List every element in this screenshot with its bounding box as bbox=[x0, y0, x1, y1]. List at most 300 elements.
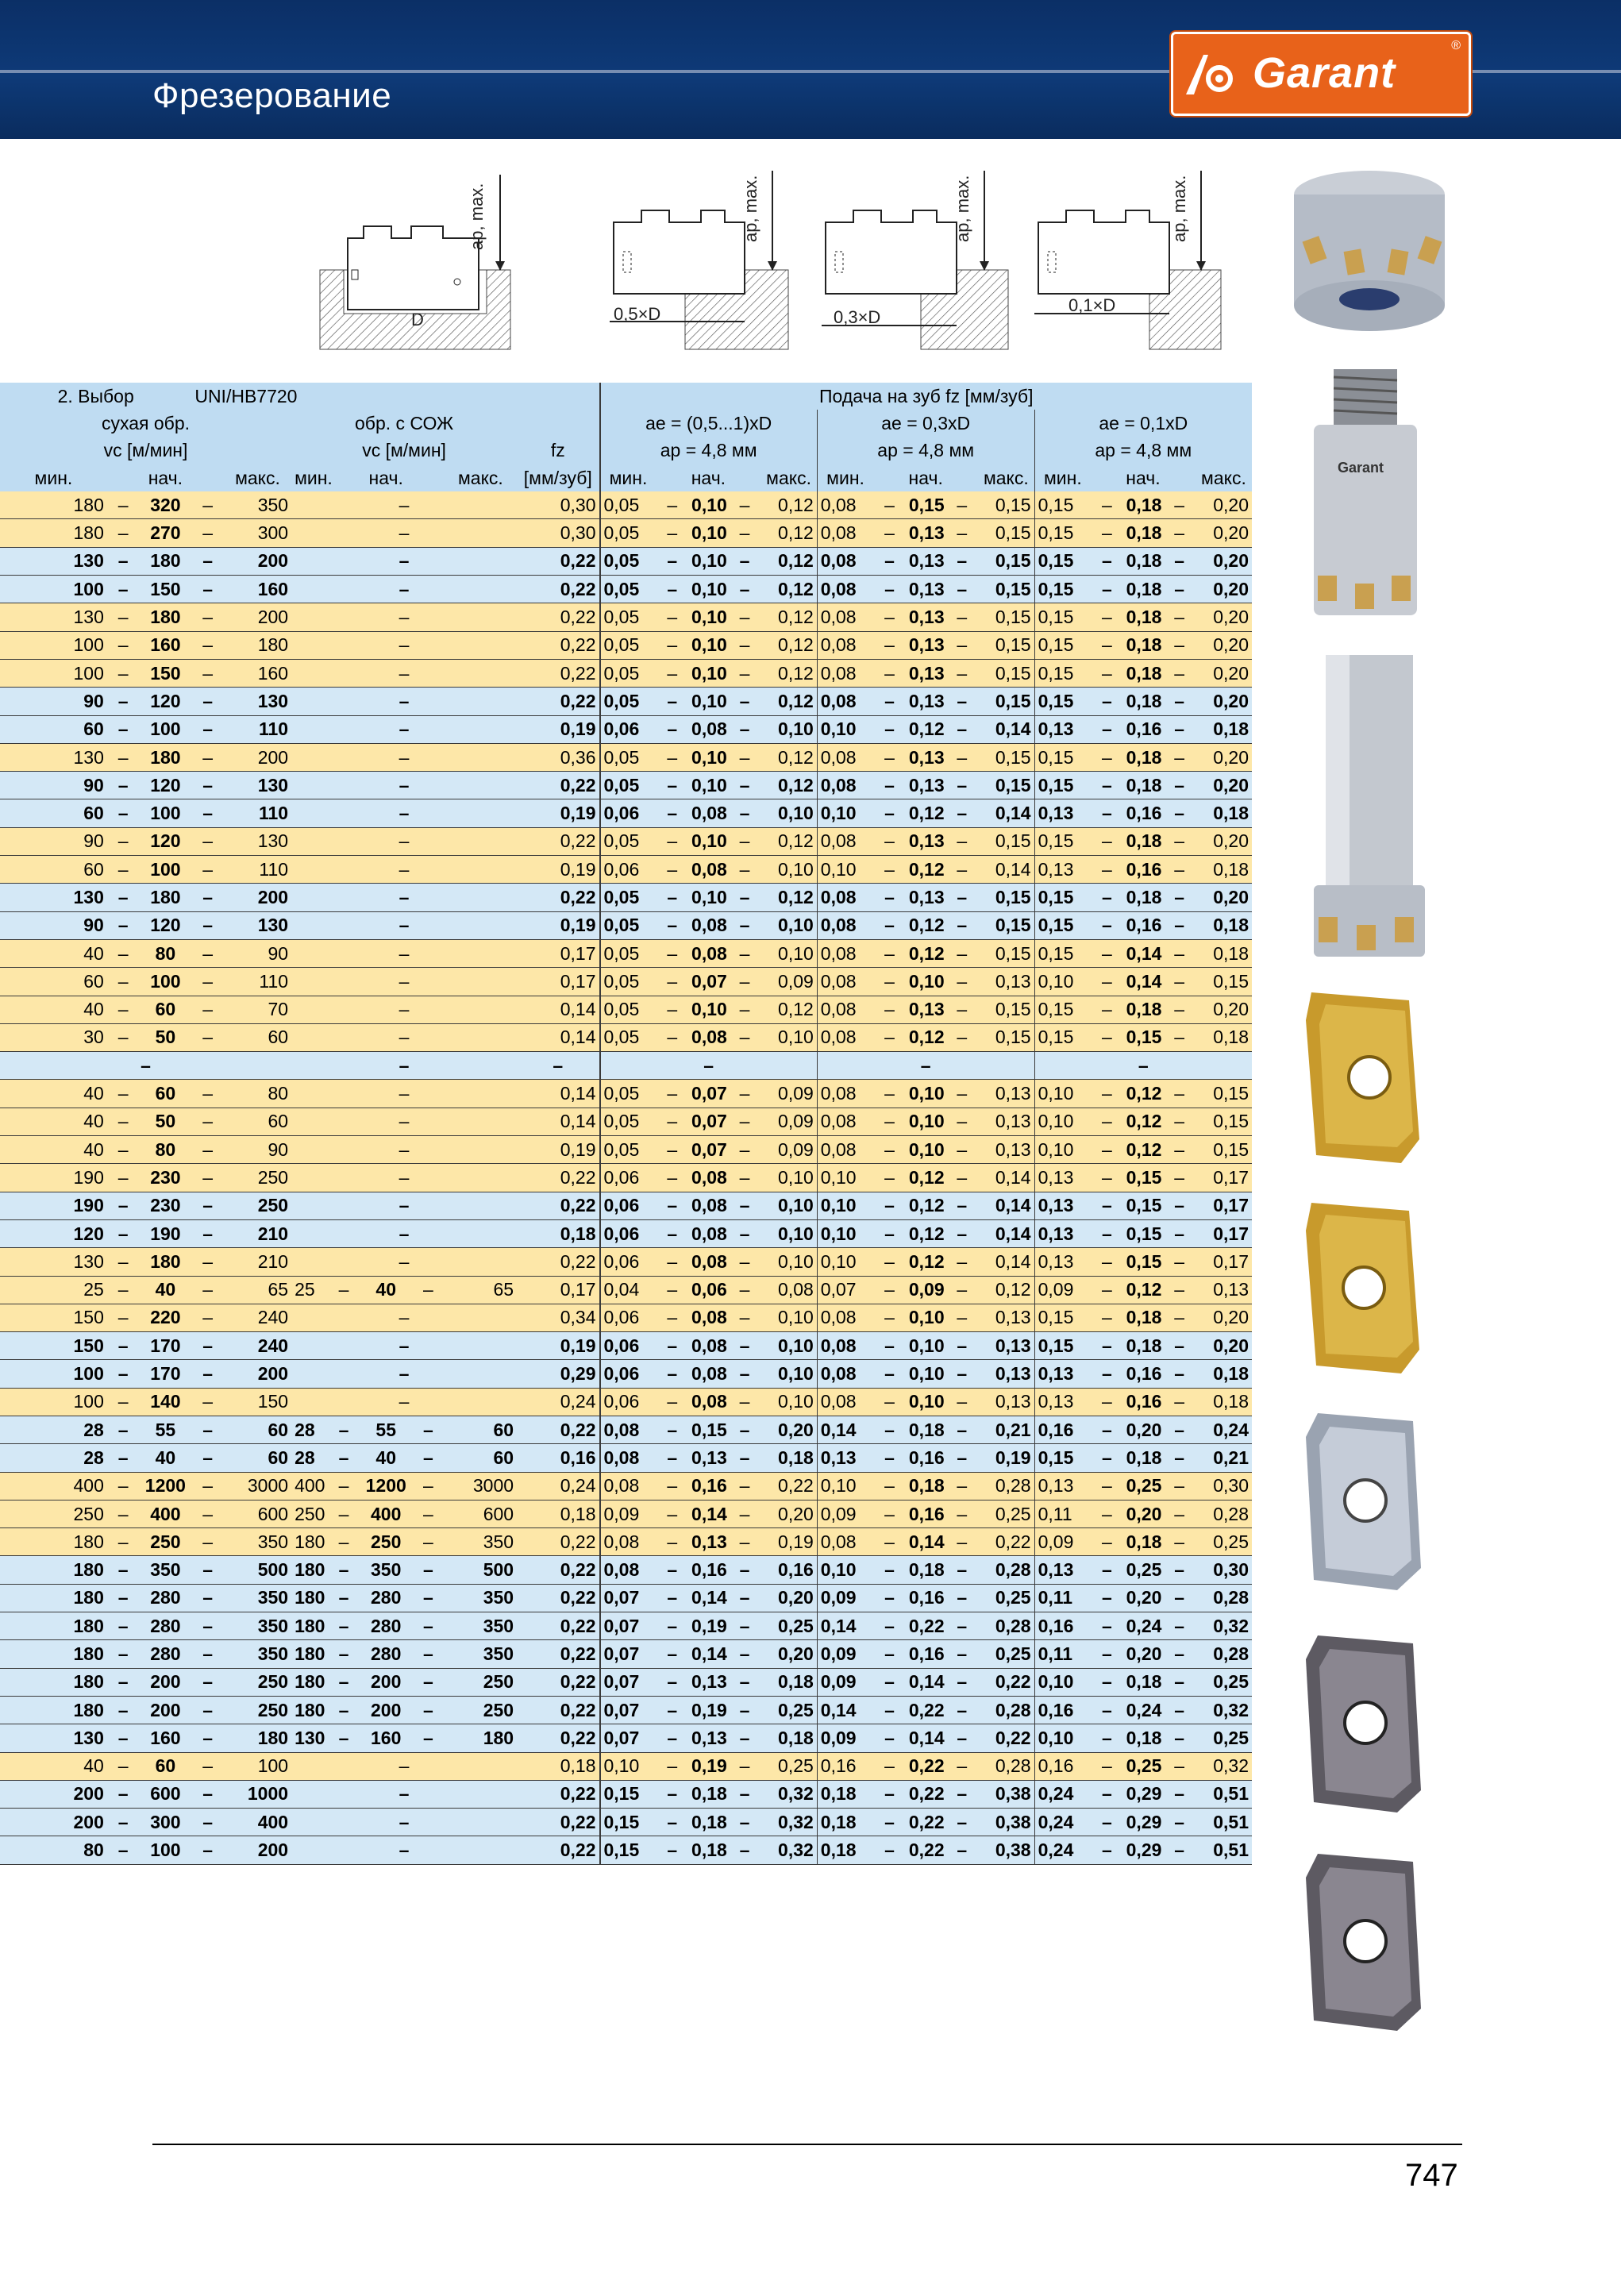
feed-max: 0,12 bbox=[978, 1276, 1034, 1304]
feed-min: 0,13 bbox=[1034, 1388, 1091, 1416]
dash-separator: – bbox=[1091, 772, 1123, 799]
coolant-vc-cell: – bbox=[291, 1136, 517, 1164]
coolant-vc-min: 400 bbox=[291, 1472, 328, 1500]
feed-max: 0,15 bbox=[1196, 968, 1252, 996]
dash-separator: – bbox=[656, 631, 688, 659]
dash-separator: – bbox=[729, 1809, 761, 1836]
dash-separator: – bbox=[729, 1219, 761, 1247]
coolant-vc-cell: – bbox=[291, 1080, 517, 1108]
dry-vc-start: 100 bbox=[139, 968, 191, 996]
coolant-vc-cell: – bbox=[291, 491, 517, 519]
dash-separator: – bbox=[1091, 1108, 1123, 1135]
dry-vc-max: 70 bbox=[224, 996, 291, 1023]
dash-separator: – bbox=[729, 715, 761, 743]
coolant-vc-cell: – bbox=[291, 1052, 517, 1080]
feed-start: 0,08 bbox=[688, 856, 729, 884]
dash-separator: – bbox=[873, 1612, 906, 1640]
dash-separator: – bbox=[729, 519, 761, 547]
feed-max: 0,51 bbox=[1196, 1836, 1252, 1864]
feed-min: 0,13 bbox=[1034, 1219, 1091, 1247]
dry-vc-min: 28 bbox=[0, 1416, 107, 1443]
dry-vc-start: 50 bbox=[139, 1023, 191, 1051]
feed-min: 0,08 bbox=[817, 491, 873, 519]
feed-max: 0,10 bbox=[760, 1219, 817, 1247]
dash-separator: – bbox=[873, 1136, 906, 1164]
dash-separator: – bbox=[656, 827, 688, 855]
feed-start: 0,18 bbox=[688, 1780, 729, 1808]
dash-separator: – bbox=[946, 491, 979, 519]
dash-separator: – bbox=[1091, 1023, 1123, 1051]
feed-max: 0,10 bbox=[760, 1023, 817, 1051]
table-row bbox=[0, 856, 1252, 884]
dry-vc-start: 180 bbox=[139, 547, 191, 575]
table-row bbox=[0, 1388, 1252, 1416]
dash-separator: – bbox=[729, 1164, 761, 1192]
dry-vc-min: 100 bbox=[0, 631, 107, 659]
dry-vc-min: 25 bbox=[0, 1276, 107, 1304]
feed-start: 0,18 bbox=[1123, 1304, 1164, 1331]
dash-separator: – bbox=[1091, 576, 1123, 603]
dash-separator: – bbox=[107, 1388, 140, 1416]
feed-start: 0,14 bbox=[688, 1584, 729, 1612]
dash-separator: – bbox=[107, 603, 140, 631]
dash-separator: – bbox=[729, 491, 761, 519]
dry-vc-start: 300 bbox=[139, 1809, 191, 1836]
dry-vc-start: 100 bbox=[139, 856, 191, 884]
feed-min: 0,05 bbox=[600, 659, 656, 687]
dry-vc-start: 60 bbox=[139, 1752, 191, 1780]
feed-max: 0,25 bbox=[1196, 1724, 1252, 1752]
feed-max: 0,32 bbox=[760, 1780, 817, 1808]
dash-separator: – bbox=[107, 688, 140, 715]
fz-cell: 0,17 bbox=[517, 968, 599, 996]
dry-vc-max: 60 bbox=[224, 1444, 291, 1472]
dash-separator: – bbox=[1091, 911, 1123, 939]
feed-start: 0,18 bbox=[688, 1809, 729, 1836]
feed-start: 0,24 bbox=[1123, 1696, 1164, 1724]
table-row bbox=[0, 1836, 1252, 1864]
feed-max: 0,28 bbox=[978, 1556, 1034, 1584]
dash-separator: – bbox=[1163, 547, 1196, 575]
dash-separator: – bbox=[107, 1556, 140, 1584]
dry-unit: vc [м/мин] bbox=[0, 437, 291, 464]
feed-start: 0,13 bbox=[906, 631, 946, 659]
dash-separator: – bbox=[1163, 1836, 1196, 1864]
dash-separator: – bbox=[1163, 1500, 1196, 1527]
feed-max: 0,18 bbox=[760, 1668, 817, 1696]
dash-separator: – bbox=[107, 1752, 140, 1780]
dash-separator: – bbox=[1091, 968, 1123, 996]
table-row bbox=[0, 743, 1252, 771]
dry-vc-min: 130 bbox=[0, 1724, 107, 1752]
table-row bbox=[0, 631, 1252, 659]
dash-separator: – bbox=[1091, 799, 1123, 827]
dry-vc-min: 180 bbox=[0, 1640, 107, 1668]
feed-min: 0,09 bbox=[1034, 1528, 1091, 1556]
dash-separator: – bbox=[729, 1080, 761, 1108]
dash-separator: – bbox=[656, 1752, 688, 1780]
dash-separator: – bbox=[1091, 715, 1123, 743]
table-row bbox=[0, 1052, 1252, 1080]
feed-min: 0,09 bbox=[817, 1584, 873, 1612]
feed-start: 0,20 bbox=[1123, 1584, 1164, 1612]
dry-vc-start: 180 bbox=[139, 743, 191, 771]
feed-min: 0,18 bbox=[817, 1780, 873, 1808]
feed-max: 0,18 bbox=[760, 1724, 817, 1752]
feed-max: 0,18 bbox=[1196, 715, 1252, 743]
dash-separator: – bbox=[1163, 1136, 1196, 1164]
feed-min: 0,11 bbox=[1034, 1584, 1091, 1612]
feed-min: 0,05 bbox=[600, 968, 656, 996]
feed-max: 0,28 bbox=[1196, 1640, 1252, 1668]
dash-separator: – bbox=[328, 1500, 360, 1527]
feed-start: 0,29 bbox=[1123, 1780, 1164, 1808]
dash-separator: – bbox=[729, 1836, 761, 1864]
feed-start: 0,18 bbox=[1123, 996, 1164, 1023]
table-row bbox=[0, 772, 1252, 799]
fz-cell: 0,22 bbox=[517, 1612, 599, 1640]
coolant-vc-max: 350 bbox=[445, 1528, 517, 1556]
dash-separator: – bbox=[873, 1444, 906, 1472]
dry-vc-start: 120 bbox=[139, 827, 191, 855]
feed-max: 0,20 bbox=[1196, 603, 1252, 631]
dash-separator: – bbox=[946, 911, 979, 939]
dash-separator: – bbox=[191, 1500, 224, 1527]
feed-start: 0,16 bbox=[688, 1556, 729, 1584]
coolant-vc-start: 40 bbox=[360, 1276, 412, 1304]
feed-start: 0,10 bbox=[688, 547, 729, 575]
table-row bbox=[0, 996, 1252, 1023]
feed-start: 0,18 bbox=[1123, 1332, 1164, 1360]
feed-title: Подача на зуб fz [мм/зуб] bbox=[600, 383, 1253, 410]
table-row bbox=[0, 968, 1252, 996]
diagram-ap-label: ap, max. bbox=[953, 175, 972, 242]
feed-max: 0,20 bbox=[1196, 884, 1252, 911]
feed-max: 0,15 bbox=[978, 884, 1034, 911]
fz-unit: [мм/зуб] bbox=[517, 464, 599, 491]
dash-separator: – bbox=[328, 1444, 360, 1472]
fz-cell: 0,19 bbox=[517, 856, 599, 884]
feed-min: 0,08 bbox=[600, 1556, 656, 1584]
dash-separator: – bbox=[412, 1640, 445, 1668]
fz-cell: 0,14 bbox=[517, 1108, 599, 1135]
max-label: макс. bbox=[760, 464, 817, 491]
dash-separator: – bbox=[1163, 884, 1196, 911]
dash-separator: – bbox=[656, 1780, 688, 1808]
feed-min: 0,15 bbox=[1034, 884, 1091, 911]
feed-start: 0,10 bbox=[906, 1388, 946, 1416]
dash-separator: – bbox=[328, 1276, 360, 1304]
feed-max: 0,15 bbox=[978, 491, 1034, 519]
table-row bbox=[0, 1612, 1252, 1640]
feed-min: 0,10 bbox=[1034, 1724, 1091, 1752]
dash-separator: – bbox=[656, 1248, 688, 1276]
feed-min: 0,10 bbox=[817, 799, 873, 827]
dash-separator: – bbox=[191, 603, 224, 631]
feed-start: 0,13 bbox=[906, 576, 946, 603]
feed-max: 0,21 bbox=[978, 1416, 1034, 1443]
start-label: нач. bbox=[1091, 464, 1196, 491]
dash-separator: – bbox=[107, 1360, 140, 1388]
fz-cell: 0,29 bbox=[517, 1360, 599, 1388]
group2-ap: ap = 4,8 мм bbox=[817, 437, 1034, 464]
feed-start: 0,12 bbox=[906, 1023, 946, 1051]
coolant-header: обр. с СОЖ bbox=[291, 410, 517, 437]
diagram-ap-label: ap, max. bbox=[741, 175, 760, 242]
feed-start: 0,07 bbox=[688, 1080, 729, 1108]
dash-separator: – bbox=[1163, 1219, 1196, 1247]
feed-max: 0,20 bbox=[1196, 491, 1252, 519]
feed-min: 0,15 bbox=[600, 1836, 656, 1864]
dash-separator: – bbox=[328, 1416, 360, 1443]
feed-start: 0,08 bbox=[688, 1192, 729, 1219]
logo-text: Garant bbox=[1253, 49, 1396, 97]
feed-start: 0,18 bbox=[1123, 576, 1164, 603]
feed-start: 0,16 bbox=[906, 1640, 946, 1668]
feed-min: 0,15 bbox=[1034, 1332, 1091, 1360]
dry-vc-start: 200 bbox=[139, 1696, 191, 1724]
feed-max: 0,13 bbox=[978, 1108, 1034, 1135]
feed-min: 0,05 bbox=[600, 772, 656, 799]
dash-separator: – bbox=[729, 1584, 761, 1612]
feed-max: 0,09 bbox=[760, 1136, 817, 1164]
dry-vc-min: 100 bbox=[0, 1360, 107, 1388]
feed-start: 0,10 bbox=[688, 659, 729, 687]
feed-min: 0,05 bbox=[600, 603, 656, 631]
dash-separator: – bbox=[1091, 1809, 1123, 1836]
feed-max: 0,32 bbox=[1196, 1612, 1252, 1640]
dash-separator: – bbox=[946, 1584, 979, 1612]
feed-max: 0,20 bbox=[1196, 519, 1252, 547]
dash-separator: – bbox=[107, 968, 140, 996]
min-label: мин. bbox=[600, 464, 656, 491]
feed-max: 0,20 bbox=[1196, 631, 1252, 659]
feed-start: 0,14 bbox=[688, 1500, 729, 1527]
feed-min: 0,13 bbox=[1034, 856, 1091, 884]
feed-min: 0,10 bbox=[1034, 1080, 1091, 1108]
dry-vc-start: 180 bbox=[139, 884, 191, 911]
feed-min: 0,15 bbox=[1034, 1444, 1091, 1472]
dash-separator: – bbox=[328, 1528, 360, 1556]
dash-separator: – bbox=[1163, 1108, 1196, 1135]
feed-max: 0,15 bbox=[978, 939, 1034, 967]
table-row bbox=[0, 1668, 1252, 1696]
dash-separator: – bbox=[1091, 1584, 1123, 1612]
dash-separator: – bbox=[328, 1472, 360, 1500]
dash-separator: – bbox=[191, 743, 224, 771]
dash-separator: – bbox=[1091, 1836, 1123, 1864]
dash-separator: – bbox=[1091, 1248, 1123, 1276]
dash-separator: – bbox=[1091, 519, 1123, 547]
dash-separator: – bbox=[191, 1248, 224, 1276]
table-row bbox=[0, 1164, 1252, 1192]
feed-max: 0,25 bbox=[760, 1696, 817, 1724]
dry-vc-max: 180 bbox=[224, 1724, 291, 1752]
dash-separator: – bbox=[946, 547, 979, 575]
dry-vc-min: 60 bbox=[0, 856, 107, 884]
footer-rule bbox=[152, 2144, 1462, 2145]
feed-min: 0,05 bbox=[600, 576, 656, 603]
feed-min: 0,10 bbox=[817, 1556, 873, 1584]
feed-start: 0,22 bbox=[906, 1752, 946, 1780]
feed-start: 0,16 bbox=[1123, 1360, 1164, 1388]
feed-start: 0,10 bbox=[906, 1360, 946, 1388]
dash-separator: – bbox=[107, 1696, 140, 1724]
feed-start: 0,25 bbox=[1123, 1472, 1164, 1500]
dash-separator: – bbox=[1163, 1696, 1196, 1724]
feed-start: 0,16 bbox=[906, 1584, 946, 1612]
dash-separator: – bbox=[946, 1248, 979, 1276]
dash-separator: – bbox=[656, 576, 688, 603]
table-row bbox=[0, 884, 1252, 911]
coolant-vc-cell: – bbox=[291, 1809, 517, 1836]
dash-separator: – bbox=[191, 996, 224, 1023]
dash-separator: – bbox=[946, 1752, 979, 1780]
dash-separator: – bbox=[946, 1696, 979, 1724]
dash-separator: – bbox=[1091, 547, 1123, 575]
table-row bbox=[0, 1724, 1252, 1752]
table-row bbox=[0, 1276, 1252, 1304]
feed-start: 0,08 bbox=[688, 1023, 729, 1051]
dash-separator: – bbox=[191, 1416, 224, 1443]
table-row bbox=[0, 1108, 1252, 1135]
feed-max: 0,10 bbox=[760, 1332, 817, 1360]
feed-start: 0,10 bbox=[906, 968, 946, 996]
feed-start: 0,22 bbox=[906, 1696, 946, 1724]
coolant-vc-cell: – bbox=[291, 1108, 517, 1135]
dry-vc-max: 110 bbox=[224, 968, 291, 996]
dry-vc-min: 40 bbox=[0, 1136, 107, 1164]
feed-min: 0,11 bbox=[1034, 1640, 1091, 1668]
dash-separator: – bbox=[191, 884, 224, 911]
dry-vc-min: 90 bbox=[0, 827, 107, 855]
dry-vc-max: 130 bbox=[224, 911, 291, 939]
dash-separator: – bbox=[1091, 1472, 1123, 1500]
dry-vc-start: 280 bbox=[139, 1612, 191, 1640]
table-row bbox=[0, 1304, 1252, 1331]
coolant-vc-cell: – bbox=[291, 1219, 517, 1247]
dash-separator: – bbox=[656, 939, 688, 967]
dry-vc-max: 65 bbox=[224, 1276, 291, 1304]
feed-min: 0,14 bbox=[817, 1612, 873, 1640]
dash-separator: – bbox=[946, 1136, 979, 1164]
feed-start: 0,08 bbox=[688, 911, 729, 939]
feed-min: 0,08 bbox=[817, 1108, 873, 1135]
dash-separator: – bbox=[656, 911, 688, 939]
dash-separator: – bbox=[412, 1276, 445, 1304]
silver-insert-image bbox=[1302, 1409, 1429, 1596]
coolant-vc-max: 600 bbox=[445, 1500, 517, 1527]
feed-max: 0,15 bbox=[978, 772, 1034, 799]
dash-separator: – bbox=[729, 911, 761, 939]
fz-cell: 0,19 bbox=[517, 911, 599, 939]
feed-start: 0,12 bbox=[906, 1192, 946, 1219]
fz-cell: 0,22 bbox=[517, 1248, 599, 1276]
dry-vc-min: 60 bbox=[0, 799, 107, 827]
feed-min: 0,10 bbox=[817, 1248, 873, 1276]
dash-separator: – bbox=[1163, 1556, 1196, 1584]
dash-separator: – bbox=[1163, 1780, 1196, 1808]
feed-min: 0,16 bbox=[817, 1752, 873, 1780]
page-header bbox=[0, 0, 1621, 139]
dash-separator: – bbox=[729, 884, 761, 911]
dash-separator: – bbox=[729, 659, 761, 687]
dry-vc-min: 250 bbox=[0, 1500, 107, 1527]
feed-start: 0,15 bbox=[1123, 1219, 1164, 1247]
dry-vc-min: 150 bbox=[0, 1304, 107, 1331]
table-row bbox=[0, 659, 1252, 687]
dry-vc-start: 80 bbox=[139, 939, 191, 967]
feed-max: 0,14 bbox=[978, 1248, 1034, 1276]
dash-separator: – bbox=[1091, 1612, 1123, 1640]
dash-separator: – bbox=[873, 1304, 906, 1331]
dash-separator: – bbox=[873, 1640, 906, 1668]
feed-start: 0,20 bbox=[1123, 1416, 1164, 1443]
dash-separator: – bbox=[656, 1192, 688, 1219]
feed-min: 0,13 bbox=[1034, 1472, 1091, 1500]
dry-vc-max: 350 bbox=[224, 491, 291, 519]
feed-start: 0,07 bbox=[688, 1136, 729, 1164]
dry-vc-max: 160 bbox=[224, 659, 291, 687]
dash-separator: – bbox=[191, 1752, 224, 1780]
coolant-vc-max: 350 bbox=[445, 1612, 517, 1640]
dash-separator: – bbox=[729, 1248, 761, 1276]
diagram-d-label: 0,1×D bbox=[1068, 295, 1116, 315]
dry-vc-min: 40 bbox=[0, 1080, 107, 1108]
dash-separator: – bbox=[729, 576, 761, 603]
table-row bbox=[0, 1752, 1252, 1780]
dry-vc-min: 130 bbox=[0, 884, 107, 911]
feed-min: 0,14 bbox=[817, 1416, 873, 1443]
dash-separator: – bbox=[946, 603, 979, 631]
dry-vc-min: 200 bbox=[0, 1809, 107, 1836]
feed-start: 0,14 bbox=[906, 1668, 946, 1696]
dash-separator: – bbox=[107, 1304, 140, 1331]
dash-separator: – bbox=[107, 1444, 140, 1472]
coolant-vc-start: 55 bbox=[360, 1416, 412, 1443]
dry-vc-min: 30 bbox=[0, 1023, 107, 1051]
dash-separator: – bbox=[873, 1809, 906, 1836]
feed-max: 0,08 bbox=[760, 1276, 817, 1304]
feed-max: 0,12 bbox=[760, 772, 817, 799]
dash-separator: – bbox=[729, 1108, 761, 1135]
dry-vc-max: 3000 bbox=[224, 1472, 291, 1500]
dash-separator: – bbox=[946, 996, 979, 1023]
feed-start: 0,12 bbox=[906, 1164, 946, 1192]
dash-separator: – bbox=[412, 1472, 445, 1500]
dash-separator: – bbox=[946, 1108, 979, 1135]
feed-start: 0,13 bbox=[906, 827, 946, 855]
feed-min: 0,05 bbox=[600, 491, 656, 519]
feed-start: 0,08 bbox=[688, 1219, 729, 1247]
feed-start: 0,16 bbox=[1123, 856, 1164, 884]
dark-insert-image-2 bbox=[1302, 1850, 1429, 2036]
table-row bbox=[0, 576, 1252, 603]
dry-vc-start: 180 bbox=[139, 603, 191, 631]
dash-separator: – bbox=[946, 856, 979, 884]
feed-max: 0,14 bbox=[978, 799, 1034, 827]
dry-vc-start: 190 bbox=[139, 1219, 191, 1247]
dash-separator: – bbox=[656, 1023, 688, 1051]
dry-vc-min: 180 bbox=[0, 491, 107, 519]
feed-max: 0,13 bbox=[978, 1388, 1034, 1416]
feed-min: 0,15 bbox=[1034, 743, 1091, 771]
dash-separator: – bbox=[1163, 603, 1196, 631]
dash-separator: – bbox=[412, 1668, 445, 1696]
dry-vc-min: 180 bbox=[0, 519, 107, 547]
fz-cell: 0,18 bbox=[517, 1500, 599, 1527]
page-title: Фрезерование bbox=[152, 76, 392, 115]
